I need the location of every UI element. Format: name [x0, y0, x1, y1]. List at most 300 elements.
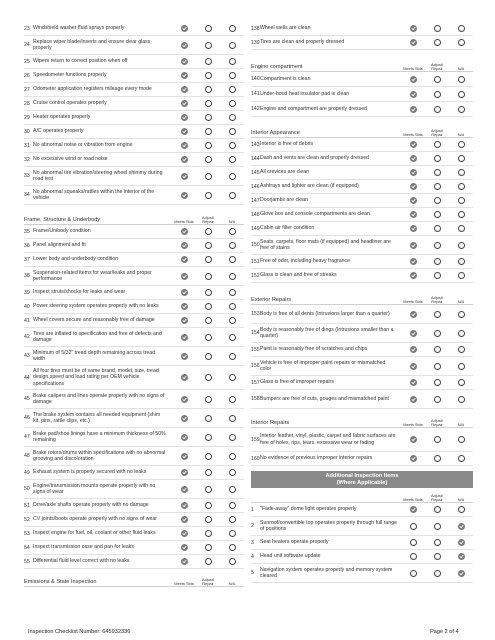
meets-radio-checked[interactable] [181, 530, 188, 537]
item-description: Paint is reasonably free of scratches and chips [260, 346, 368, 353]
meets-radio-checked[interactable] [181, 192, 188, 199]
na-radio[interactable] [229, 42, 236, 49]
meets-radio-checked[interactable] [410, 169, 417, 176]
na-radio[interactable] [458, 258, 465, 265]
meets-radio-checked[interactable] [181, 396, 188, 403]
checklist-row [251, 343, 473, 357]
checklist-row [24, 253, 244, 267]
status-options [172, 317, 244, 324]
meets-radio-checked[interactable] [181, 544, 188, 551]
adjust-radio[interactable] [434, 311, 441, 318]
na-radio[interactable] [458, 311, 465, 318]
item-description: Heater operates properly [33, 114, 91, 121]
na-radio[interactable] [458, 436, 465, 443]
na-radio[interactable] [458, 25, 465, 32]
meets-radio[interactable] [410, 553, 417, 560]
na-radio[interactable] [458, 183, 465, 190]
item-number: 54 [24, 544, 30, 551]
adjust-radio[interactable] [434, 169, 441, 176]
adjust-radio[interactable] [205, 58, 212, 65]
meets-radio[interactable] [410, 523, 417, 530]
meets-radio-checked[interactable] [410, 91, 417, 98]
item-number: 141 [251, 91, 260, 97]
adjust-radio[interactable] [205, 544, 212, 551]
status-options [172, 374, 244, 381]
adjust-repair-header: Adjust/ Repair [431, 492, 443, 502]
item-description: Differential fluid level correct with no leaks [33, 558, 130, 565]
adjust-radio[interactable] [205, 114, 212, 121]
na-radio[interactable] [458, 272, 465, 279]
status-options [172, 173, 244, 180]
na-radio[interactable] [229, 86, 236, 93]
checklist-row [251, 208, 473, 222]
item-number: 37 [24, 256, 30, 263]
adjust-radio[interactable] [205, 516, 212, 523]
adjust-radio[interactable] [205, 334, 212, 341]
item-number: 47 [24, 434, 30, 440]
adjust-radio[interactable] [434, 539, 441, 546]
na-radio[interactable] [229, 544, 236, 551]
item-number: 149 [251, 225, 260, 232]
checklist-row [251, 138, 473, 152]
adjust-radio[interactable] [205, 192, 212, 199]
na-radio[interactable] [458, 225, 465, 232]
na-radio[interactable] [229, 72, 236, 79]
adjust-radio[interactable] [205, 42, 212, 49]
checklist-row [24, 83, 244, 97]
item-description: Speedometer functions properly [33, 72, 107, 79]
adjust-radio[interactable] [434, 76, 441, 83]
adjust-radio[interactable] [434, 553, 441, 560]
adjust-radio[interactable] [205, 434, 212, 441]
checklist-row [251, 236, 473, 255]
checklist-row [24, 111, 244, 125]
additional-items-banner-wrap [251, 466, 473, 488]
adjust-radio[interactable] [205, 142, 212, 149]
status-options [172, 192, 244, 199]
na-header: N/A [457, 496, 465, 502]
na-radio[interactable] [458, 106, 465, 113]
meets-radio-checked[interactable] [181, 469, 188, 476]
meets-radio-checked[interactable] [410, 455, 417, 462]
na-radio[interactable] [229, 334, 236, 341]
adjust-radio[interactable] [434, 25, 441, 32]
na-radio[interactable] [229, 25, 236, 32]
na-radio[interactable] [229, 173, 236, 180]
meets-radio-checked[interactable] [181, 334, 188, 341]
item-number: 28 [24, 100, 30, 107]
adjust-radio[interactable] [205, 486, 212, 493]
status-options [401, 539, 473, 546]
meets-radio-checked[interactable] [181, 228, 188, 235]
meets-radio-checked[interactable] [410, 436, 417, 443]
meets-radio-checked[interactable] [181, 273, 188, 280]
item-description: Seats, carpets, floor mats (if equipped) and headliner are free of stains [260, 238, 391, 251]
item-description: Doorjambs are clean [260, 197, 308, 204]
na-radio[interactable] [229, 415, 236, 422]
item-description: Interior leather, vinyl, plastic, carpet and fabric surfaces are free of holes, rips, tears, excessive wear or fading [260, 433, 396, 446]
item-number: 51 [24, 502, 30, 509]
meets-radio-checked[interactable] [181, 242, 188, 249]
na-radio[interactable] [229, 558, 236, 565]
meets-radio-checked[interactable] [410, 330, 417, 337]
na-radio[interactable] [229, 516, 236, 523]
adjust-radio[interactable] [434, 225, 441, 232]
checklist-row [24, 22, 244, 36]
meets-radio-checked[interactable] [410, 242, 417, 249]
checklist-row [251, 536, 473, 550]
item-description: Navigation system operates properly and memory system cleared [260, 566, 393, 579]
status-options [401, 141, 473, 148]
adjust-radio[interactable] [434, 570, 441, 577]
meets-radio-checked[interactable] [410, 106, 417, 113]
na-radio[interactable] [229, 256, 236, 263]
checklist-row [251, 269, 473, 283]
meets-radio-checked[interactable] [410, 363, 417, 370]
adjust-radio[interactable] [434, 436, 441, 443]
checklist-row [24, 409, 244, 428]
meets-radio-checked[interactable] [410, 258, 417, 265]
adjust-radio[interactable] [434, 106, 441, 113]
adjust-radio[interactable] [434, 258, 441, 265]
status-options [172, 558, 244, 565]
checklist-row [24, 186, 244, 205]
meets-radio-checked[interactable] [181, 86, 188, 93]
na-radio-checked[interactable] [458, 523, 465, 530]
item-number: 159 [251, 436, 260, 443]
adjust-radio[interactable] [205, 173, 212, 180]
item-number: 142 [251, 106, 260, 112]
status-options [172, 334, 244, 341]
adjust-radio[interactable] [434, 183, 441, 190]
checklist-row [24, 167, 244, 186]
status-options [401, 225, 473, 232]
item-description: No abnormal tire vibration/steering wheel shimmy during road test [33, 169, 163, 182]
na-header: N/A [457, 65, 465, 71]
status-options [401, 76, 473, 83]
na-radio[interactable] [458, 396, 465, 403]
status-options [401, 211, 473, 218]
meets-radio-checked[interactable] [181, 486, 188, 493]
meets-radio-checked[interactable] [410, 76, 417, 83]
adjust-radio[interactable] [205, 303, 212, 310]
meets-radio-checked[interactable] [181, 256, 188, 263]
meets-radio-checked[interactable] [181, 114, 188, 121]
checklist-row [251, 87, 473, 102]
item-description: CV joints/boots operate properly with no signs of wear [33, 516, 157, 523]
na-radio[interactable] [458, 211, 465, 218]
na-radio[interactable] [229, 434, 236, 441]
na-radio[interactable] [458, 242, 465, 249]
adjust-radio[interactable] [434, 506, 441, 513]
meets-radio-checked[interactable] [181, 502, 188, 509]
adjust-radio[interactable] [205, 374, 212, 381]
item-description: All four tires must be of same brand, model, size, tread design,speed and load rating per OEM vehicle specifications [33, 367, 159, 387]
na-radio[interactable] [229, 502, 236, 509]
adjust-radio[interactable] [434, 330, 441, 337]
meets-radio-checked[interactable] [410, 225, 417, 232]
meets-radio-checked[interactable] [410, 272, 417, 279]
adjust-radio[interactable] [205, 558, 212, 565]
meets-radio-checked[interactable] [181, 128, 188, 135]
item-description: Panel alignment and fit [33, 242, 86, 249]
checklist-row [24, 366, 244, 390]
adjust-radio[interactable] [205, 415, 212, 422]
na-radio[interactable] [458, 76, 465, 83]
adjust-radio[interactable] [434, 242, 441, 249]
na-header: N/A [457, 298, 465, 304]
meets-radio-checked[interactable] [410, 379, 417, 386]
item-description: Free of odor, including heavy fragrance [260, 258, 350, 265]
na-radio-checked[interactable] [458, 539, 465, 546]
meets-radio-checked[interactable] [181, 374, 188, 381]
adjust-radio[interactable] [205, 86, 212, 93]
item-description: No evidence of previous improper interior repairs [260, 455, 373, 462]
na-header: N/A [228, 580, 236, 586]
adjust-radio[interactable] [205, 25, 212, 32]
item-description: Lower body and underbody condition [33, 256, 119, 263]
adjust-radio[interactable] [434, 155, 441, 162]
adjust-repair-header: Adjust/ Repair [431, 294, 443, 304]
na-radio[interactable] [458, 155, 465, 162]
na-radio[interactable] [229, 114, 236, 121]
na-radio[interactable] [229, 374, 236, 381]
adjust-repair-header: Adjust/ Repair [202, 576, 214, 586]
adjust-radio[interactable] [205, 228, 212, 235]
meets-radio-checked[interactable] [181, 317, 188, 324]
status-options [401, 396, 473, 403]
adjust-repair-header: Adjust/ Repair [202, 214, 214, 224]
meets-radio-checked[interactable] [181, 58, 188, 65]
status-options [172, 86, 244, 93]
na-radio-checked[interactable] [458, 553, 465, 560]
item-description: Drive/axle shafts operate properly with no damage [33, 502, 149, 509]
item-description: Inspect engine for fuel, oil, coolant or other fluid leaks [33, 530, 156, 537]
status-options [172, 415, 244, 422]
checklist-row [24, 447, 244, 466]
meets-radio-checked[interactable] [181, 303, 188, 310]
adjust-radio[interactable] [434, 455, 441, 462]
status-options [401, 258, 473, 265]
na-radio[interactable] [458, 169, 465, 176]
item-number: 146 [251, 183, 260, 190]
meets-radio-checked[interactable] [181, 25, 188, 32]
adjust-radio[interactable] [434, 363, 441, 370]
status-options [401, 553, 473, 560]
meets-radio-checked[interactable] [181, 558, 188, 565]
na-radio[interactable] [229, 317, 236, 324]
meets-radio-checked[interactable] [181, 415, 188, 422]
adjust-radio[interactable] [205, 469, 212, 476]
status-options [401, 570, 473, 577]
item-description: A/C operates properly [33, 128, 84, 135]
na-radio[interactable] [458, 363, 465, 370]
status-options [172, 142, 244, 149]
adjust-radio[interactable] [205, 502, 212, 509]
adjust-radio[interactable] [205, 453, 212, 460]
adjust-radio[interactable] [205, 156, 212, 163]
left-column [24, 22, 244, 587]
checklist-row [24, 555, 244, 569]
meets-radio-checked[interactable] [181, 142, 188, 149]
meets-radio[interactable] [410, 539, 417, 546]
item-description: Ashtrays and lighter are clean (if equipped) [260, 183, 359, 190]
meets-radio-checked[interactable] [181, 156, 188, 163]
meets-radio-checked[interactable] [410, 396, 417, 403]
adjust-radio[interactable] [434, 197, 441, 204]
na-radio[interactable] [229, 128, 236, 135]
item-number: 152 [251, 272, 260, 279]
na-radio[interactable] [458, 455, 465, 462]
na-radio[interactable] [229, 242, 236, 249]
checklist-row [24, 125, 244, 139]
na-radio[interactable] [458, 141, 465, 148]
item-number: 45 [24, 396, 30, 402]
meets-radio-checked[interactable] [410, 311, 417, 318]
adjust-radio[interactable] [205, 353, 212, 360]
na-radio[interactable] [458, 197, 465, 204]
na-radio[interactable] [229, 156, 236, 163]
adjust-radio[interactable] [205, 72, 212, 79]
adjust-radio[interactable] [205, 396, 212, 403]
adjust-radio[interactable] [205, 530, 212, 537]
meets-radio-checked[interactable] [181, 516, 188, 523]
adjust-radio[interactable] [434, 379, 441, 386]
status-options [172, 530, 244, 537]
meets-radio-checked[interactable] [410, 39, 417, 46]
meets-radio-checked[interactable] [410, 25, 417, 32]
meets-radio-checked[interactable] [410, 211, 417, 218]
meets-radio-checked[interactable] [410, 197, 417, 204]
item-description: Interior is free of debris [260, 141, 314, 148]
checklist-row [251, 357, 473, 376]
adjust-radio[interactable] [205, 128, 212, 135]
checklist-row [251, 324, 473, 343]
meets-radio-checked[interactable] [410, 183, 417, 190]
adjust-repair-header: Adjust/ Repair [431, 127, 443, 137]
checklist-row [251, 166, 473, 180]
na-header: N/A [457, 131, 465, 137]
item-number: 26 [24, 72, 30, 79]
item-number: 138 [251, 25, 260, 32]
na-radio[interactable] [458, 91, 465, 98]
item-number: 4 [251, 553, 254, 560]
na-radio[interactable] [229, 289, 236, 296]
meets-radio[interactable] [410, 570, 417, 577]
checklist-row [251, 36, 473, 50]
item-number: 36 [24, 242, 30, 249]
meets-stds-header: Meets Stds [403, 496, 423, 502]
na-radio[interactable] [229, 396, 236, 403]
na-radio[interactable] [458, 39, 465, 46]
item-description: Minimum of 5/32" tread depth remaining across tread width [33, 349, 156, 362]
checklist-row [251, 255, 473, 269]
na-radio[interactable] [458, 346, 465, 353]
na-radio[interactable] [229, 353, 236, 360]
item-description: Seat heaters operate properly [260, 539, 329, 546]
na-radio-checked[interactable] [458, 570, 465, 577]
status-options [401, 436, 473, 443]
adjust-radio[interactable] [434, 141, 441, 148]
na-radio[interactable] [229, 228, 236, 235]
meets-radio-checked[interactable] [181, 72, 188, 79]
na-radio[interactable] [229, 486, 236, 493]
status-options [172, 242, 244, 249]
adjust-radio[interactable] [434, 396, 441, 403]
na-radio[interactable] [229, 273, 236, 280]
na-radio[interactable] [229, 453, 236, 460]
status-options [401, 242, 473, 249]
item-number: 160 [251, 455, 260, 462]
status-options [401, 169, 473, 176]
na-radio[interactable] [229, 303, 236, 310]
adjust-radio[interactable] [434, 39, 441, 46]
item-description: Suspension-related items for wear/leaks and proper performance [33, 269, 152, 282]
na-radio[interactable] [458, 379, 465, 386]
meets-radio-checked[interactable] [181, 42, 188, 49]
meets-radio-checked[interactable] [181, 173, 188, 180]
item-description: All crevices are clean [260, 169, 310, 176]
adjust-radio[interactable] [434, 211, 441, 218]
na-radio[interactable] [229, 100, 236, 107]
adjust-radio[interactable] [434, 346, 441, 353]
item-description: Wipers return to correct position when off [33, 58, 128, 65]
na-radio[interactable] [458, 506, 465, 513]
meets-radio-checked[interactable] [410, 141, 417, 148]
item-description: No abnormal noise or vibration from engine [33, 142, 133, 149]
item-description: No abnormal squeaks/rattles within the interior of the vehicle [33, 188, 155, 201]
page-number: Page 2 of 4 [430, 629, 459, 635]
meets-radio-checked[interactable] [410, 506, 417, 513]
adjust-radio[interactable] [434, 91, 441, 98]
item-number: 40 [24, 303, 30, 310]
adjust-radio[interactable] [205, 273, 212, 280]
meets-radio-checked[interactable] [181, 100, 188, 107]
item-description: Body is free of all dents (Intrusions larger than a quarter) [260, 310, 390, 317]
adjust-radio[interactable] [205, 317, 212, 324]
adjust-repair-header: Adjust/ Repair [431, 61, 443, 71]
item-description: Wheel covers secure and reasonably free of damage [33, 317, 155, 324]
adjust-radio[interactable] [205, 100, 212, 107]
status-options [401, 506, 473, 513]
meets-radio-checked[interactable] [181, 434, 188, 441]
checklist-row [251, 503, 473, 517]
adjust-radio[interactable] [434, 272, 441, 279]
meets-radio-checked[interactable] [181, 353, 188, 360]
meets-radio-checked[interactable] [181, 289, 188, 296]
item-description: Glass is free of improper repairs [260, 379, 334, 386]
section-header [251, 409, 473, 428]
adjust-radio[interactable] [205, 256, 212, 263]
checklist-row [251, 517, 473, 536]
checklist-row [251, 376, 473, 390]
meets-radio-checked[interactable] [410, 346, 417, 353]
na-header: N/A [457, 421, 465, 427]
na-radio[interactable] [229, 469, 236, 476]
meets-radio-checked[interactable] [181, 453, 188, 460]
meets-radio-checked[interactable] [410, 155, 417, 162]
adjust-radio[interactable] [205, 289, 212, 296]
adjust-radio[interactable] [434, 523, 441, 530]
adjust-radio[interactable] [205, 242, 212, 249]
na-radio[interactable] [229, 58, 236, 65]
na-radio[interactable] [229, 192, 236, 199]
na-radio[interactable] [458, 330, 465, 337]
item-number: 153 [251, 311, 260, 317]
na-radio[interactable] [229, 142, 236, 149]
checklist-row [251, 564, 473, 583]
na-radio[interactable] [229, 530, 236, 537]
